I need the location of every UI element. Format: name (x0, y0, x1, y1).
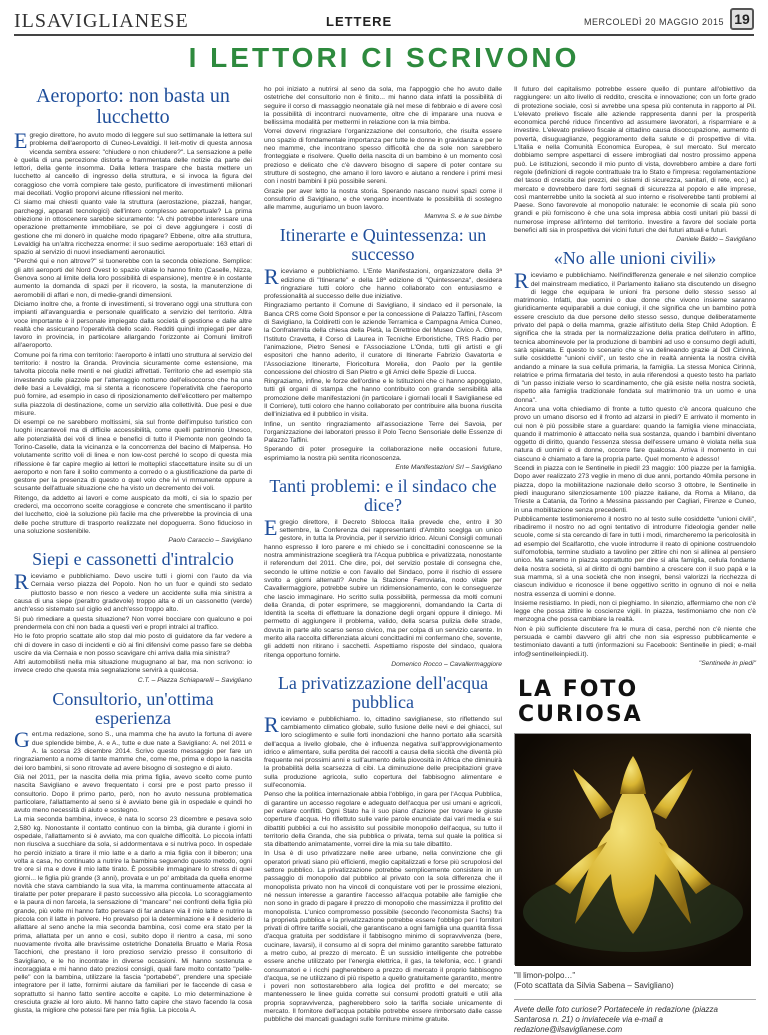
paragraph: Di esempi ce ne sarebbero moltissimi, sia sul fronte dell'impulso turistico con luoghi incantevoli ma di difficile accessibilità, come quelli patrimonio Unesco, alle potenzialità dei voli di linea e benefici di tutto il Piemonte non geolndo fa Torino-Caselle, data la vicinanza e la concorrenza del bacino di Malpensa. Ho volutamente scritto voli di linea e non low-cost perché lo scopo di questa mia riflessione è far capire meglio ai lettori le molteplici sfaccettature insite su di un aeroporto e non fare il solito commento a corredo o a giustificazione da parte di gestore per la presenza di questo o quel volo che ivi vi mmunente oppure a scusante dell'attuale situazione che ha visto un decremento dei voli. (14, 419, 252, 493)
page-number: 19 (730, 8, 754, 30)
paragraph: Scendi in piazza con le Sentinelle in piedi! 23 maggio: 100 piazze per la famiglia. Dopo aver realizzato 273 veglie in meno di due anni, portando 40mila persone in piazza, dopo la mobilitazione nazionale dello scorso 3 ottobre, le Sentinelle in piedi inaugurano silenziosamente 100 piazze italiane, da Roma a Milano, da Trieste a Catania, da Torino a Messina passando per Cagliari, Firenze e Cuneo, in una mobilitazione senza precedenti. (514, 465, 756, 514)
article-consultorio (14, 690, 252, 1016)
article-headline: Itinerarte e Quintessenza: un successo (279, 225, 487, 265)
article-headline: La privatizzazione dell'acqua pubblica (277, 672, 489, 712)
masthead (14, 8, 754, 34)
article-signature: Daniele Baldo – Savigliano (676, 236, 756, 244)
paragraph: Altri automobilisti nella mia situazione mugugnano al bar, ma non scrivono: io invece credo che questa mia segnalazione servirà a qualcosa. (14, 659, 252, 675)
photo-caption (514, 971, 756, 991)
article-body (264, 711, 502, 1025)
paragraph: Riceviamo e pubblichiamo. Io, cittadino saviglianese, sto riflettendo sul cambiamento climatico globale, sullo fusione delle nevi e dei ghiacci, sul loro scioglimento e sulle forti inondazioni che hanno portato alla scarsità dell'acqua a livello globale, che è influenza negativa sull'approvvigionamento idrico e alimentare, sulla perdita dei raccolti a causa della siccità che diventà più frequente nei prossimi anni e sull'aumento della piovosità in Africa che diminuirà la probabilità della scarsezza di cibi. La diminuzione delle precipitazioni grave sulla produzione agricola, sullo copertura del fabbisogno alimentare e sull'economia. (264, 711, 502, 790)
caption-credit: (Foto scattata da Silvia Sabena – Savigliano) (514, 980, 674, 990)
paragraph: La mia seconda bambina, invece, è nata lo scorso 23 dicembre e pesava solo 2,580 kg. Nonostante il contatto continuo con la bimba, già durante i giorni in ospedale, l'allattamento si è avviato, ma con qualche difficoltà. Lo piccola infatti non riusciva a succhiare da sola, si addormentava e si nutriva poco. In ospedale ho perciò iniziato a tirare il mio latte e a darlo a mia figlia con il biberon; una volta a casa, ho continuato a nutrire la bambina seguendo questo metodo, ogni tre ore sì ma e dove il mio latte tirato. È possibile immaginare lo stress di quei giorni... le figlia più grande (3 anni), provata e un po' ambitada da quella enorme novità che stava cambiando la sua vita, la mamma continuamente attaccata al tiralatte per poter preparare il pasto successivo alla piccola. Lo scoraggiamento e la paura di non farcela, la sensazione di "mancare" nei confronti della figlia più grande, più volte mi hanno fatto pensare di far andare via il mio latte e nutrire la piccola con il latte in polvere. Ho prevalso poi la determinazione e il desiderio di allattare al seno anche la mia seconda bambina, così come era stato per la prima, allattata per un anno e così, subito dopo il rientro a casa, mi sono nuovamente rivolta alle bravissime ostetriche Donatella Bruatto e Maria Rosa Tacchioni, che prestano il loro prezioso servizio presso il consultorio di Savigliano, e le ho incontrate in diverse occasioni. Mi hanno sostenuta e incoraggiata e mi hanno dato preziosi consigli, quali fare molto contatto "pelle-pelle" con la bambina, utilizzare la fascia "portabebé", prendere una speciale integratore per il latte, fornirmi aiutare da familiari per le faccende di casa e soprattutto si hanno fatto sentire accolte e capite. Lo mio determinazione è cresciuta grazie al loro aiuto. Mi hanno fatto capire che stavo facendo la cosa giusta, la migliore che potessi fare per mia figlia. La piccola A. (14, 816, 252, 1015)
newspaper-logo: ILSAVIGLIANESE (14, 10, 189, 32)
paragraph: Vorrei dovervi ringraziare l'organizzazione del consultorio, che risulta essere uno spazio di fondamentale importanza per tutte le donne in gravidanza e per le neo mamme, che incontrano spesso difficoltà che da sole non sarebbero fronteggiate e risolvere. Quello della nascita di un bambino è un momento così prezioso e delicato che c'è davvero bisogno di sapere di poter contare su strutture di sostegno, che amano il loro lavoro e aiutano a rendere i primi mesi con i nostri bambini il più possibile sereni. (264, 128, 502, 186)
paragraph: Pubblicamente testimonieremo il nostro no al testo sulle cosiddette "unioni civili", ribadiremo il nostro no ad ogni tentativo di introdurre l'ideologia gender nelle scuole, come si sta cercando di fare in tutti i modi, rimarcheremo la pericolosità in ad esempio del Scalfarotto, che vuole introdurre il reato di opinione costruendolo sull'omofobia, termine studiato a tavolino per zittire chi non si allinea al pensiero unico. Ma saremo in piazza soprattutto per dire sì alla famiglia, cellula fondante della nostra società, sì al diritto di ogni bambino a crescere con il suo papà e la sua mamma, sì a una società che non insegni, bensì valorizzi la ricchezza di ciascun individuo e riconosce il bene oggettivo scritto in ognuno di noi e nella nostra essenza di uomini e donne. (514, 515, 756, 598)
paragraph: Insieme resistiamo. In piedi, non ci pieghiamo. In silenzio, affermiamo che non c'è legge che possa zittire le coscienze vigili. In piazza, testimoniamo che non c'è menzogna che possa cambiare la realtà. (514, 599, 756, 624)
article-tanti-problemi (264, 477, 502, 668)
article-body (264, 86, 502, 212)
photo-submission-note: Avete delle foto curiose? Portatecele in redazione (piazza Santarosa n. 21) o inviatecele via e-mail a redazione@ilsaviglianese.com (514, 1004, 718, 1034)
article-headline: «No alle unioni civili» (553, 248, 717, 269)
paragraph: Diciamo inoltre che, a fronte di investimenti, si troverano oggi una struttura con impianti all'avanguardia e personale qualificato a servizio del territorio. Altra voce importante è il personale impiegato dalla società di gestione e dalle altre realtà che assicurano l'operatività dello scalo. Redditi quindi impiegati per dare lavoro in provincia, in particolare allargando l'orizzonte ai Comuni limitrofi all'aeroporto. (14, 300, 252, 350)
article-body (14, 128, 252, 536)
paragraph: Riceviamo e pubblichiamo. Nell'indifferenza generale e nel silenzio complice del mainstream mediatico, il Parlamento italiano sta discutendo un disegno di legge che equipara le unioni fra persone dello stesso sesso al matrimonio. Infatti, due uomini o due donne che vivono insieme saranno giuridicamente equiparabili a due coniugi, il che significa che un bambino potrà essere cresciuto da due persone dello stesso sesso, dunque deliberatamente privato del papà o della mamma, grazie all'istituto della Step Child Adoption. È significa che la strada per la normalizzazione della pratica dell'utero in affitto, tecnica abominevole per la produzione di bambini ad uso e consumo degli adulti, sarà spianata. E questo lo scenario che si va delineando grazie al Ddl Cirinnà, sulle cosiddette "unioni civili", un testo che in realtà annienta la nostra civiltà andando a minare la sua cellula primaria, la famiglia. La stessa Monica Cirinnà, relatrice e prima firmataria del testo, in aula riferendosi a questo testo ha parlato di "un passo iniziale verso lo scardinamento, che già esiste nella nostra società, rispetto alla famiglia tradizionale fondata sul matrimonio tra un uomo e una donna". (514, 268, 756, 404)
paragraph: Riceviamo e pubblichiamo. L'Ente Manifestazioni, organizzatore della 3ª edizione di "Itinerarte" e della 18ª edizione di "Quintessenza", desidera ringraziare tutti coloro che hanno collaborato con entusiasmo e professionalità al successo delle due iniziative. (264, 264, 502, 301)
lemon-octopus-image (515, 734, 751, 966)
foto-curiosa-title: LA FOTO CURIOSA (518, 676, 643, 727)
article-signature: "Sentinelle in piedi" (698, 659, 756, 667)
paragraph: Il futuro del capitalismo potrebbe essere quello di puntare all'obiettivo da raggiungere: un alto livello di reddito, crescita e innovazione; con un forte grado di protezione sociale, così si avrebbe una spesa più contenuta in rapporto al Pil. L'elevato prelievo fiscale alle aziende rappresenta danni per la prosperità economica perché riduce l'incentivo ad assumere lavoratori, a risparmiare e a investire. L'elevato prelievo fiscale al cittadino causa disoccupazione, aumento di povertà, disuguaglianze, peggioramento della salute e di prospettive di vita. L'Italia e nella Comunità Economica Europea, è sul mercato. Sul mercato dobbiamo sempre aspettarci di essere imbrogliati dal nostro prossimo appena può. Le istituzioni, secondo il mio punto di vista, dovrebbero ambire a dare forti regole (definizioni di regole contrattuale tra lo Stato e l'impresa: regolamentazione del tasso di crescita dei prezzi, dei sistemi di sicurezza, sanitari, di rete, ecc.) al mercato e dovrebbero dare forti segnali di sicurezza al popolo e alle imprese, così manterrebbe unito la società al suo interno e risolverebbe tanti problemi al Paese. Sono favorevole al monopolio naturale: le economie di scala più sono grandi e più forniscono è che una sola impresa abbia costi unitari più bassi di numerose imprese all'interno del territorio. Investire a favore del sociale porta benefici alti sia in prospettiva dei vicini futuri che dei futuri attuali e futuri. (514, 86, 756, 235)
article-body (14, 727, 252, 1015)
paragraph: Ho le foto proprio scattate allo stop dal mio posto di guidatore da far vedere a chi di dovere in caso di incidenti e ciò ai fini difensivi come passo fare se debba uscire da via Cernaia e non posso scavigare chi arriva dalla mia sinistra? (14, 633, 252, 657)
paragraph: Egregio direttore, ho avuto modo di leggere sul suo settimanale la lettera sul problema dell'aeroporto di Cuneo-Levaldigi. Il leit-motiv di questa annosa vicenda sembra essere: "chiudere o non chiudere?". La sensazione a pelle è quella di una percezione distorta e frammentata delle notizie da parte dei lettori, della gente insomma. Dalla lettera traspare che basta mettere un lucchetto al cancello di ingresso della struttura, e si invoca la figura del coraggioso che vorrà compiere tale gesto, purificatore di investimenti milionari mai decollati. Voglio proporvi alcune riflessioni nel merito. (14, 128, 252, 198)
paragraph: Ritengo, da addetto ai lavori e come auspicato da molti, ci sia lo spazio per crederci, ma occorrono scelte coraggiose e concrete che smentiscano il partito del lucchetto, cioè la soluzione più facile ma che priverebbe la provincia di una delle poche strutture di trasporto realizzate nel dopoguerra. Sono fiducioso in una soluzione sostenibile. (14, 494, 252, 535)
article-signature: Domenico Rocco – Cavallermaggiore (391, 660, 502, 668)
paragraph: Infine, un sentito ringraziamento all'associazione Terre dei Savoia, per l'organizzazione dei laboratori presso il Polo Tecno Sensoriale delle Essenze di Palazzo Taffini. (264, 420, 502, 445)
section-name: LETTERE (326, 14, 393, 29)
article-unioni-civili (514, 249, 756, 667)
article-aeroporto (14, 86, 252, 544)
article-signature: C.T. – Piazza Schiaparelli – Savigliano (137, 676, 252, 684)
paragraph: In Usa è di uso privatizzare nelle aree urbane, nella convinzione che gli operatori privati siano più efficienti, meglio capitalizzati e forse più scrupolosi del settore pubblico. La privatizzazione potrebbe semplicemente consistere in un passaggio di monopolio dal pubblico al privato con la sola differenza che il monopolista privato non ha vincoli di conquistare voti per le prossime elezioni, né nessun interesse a garantire l'accesso all'acqua potabile alle famiglie che non sono in grado di pagare il prezzo di monopolio che massimizza il profitto del monopolista. L'unico compromesso possibile (secondo l'economista Sachs) fra la proprietà pubblica e la privatizzazione potrebbe essere l'obbligo per i fornitori privati di offrire tariffe sociali, che garantiscano a ogni famiglia una quantità fissa d'acqua gratuita per soddisfare il fabbisogno minimo di sopravvivenza (bere, cucinare, lavarsi), il consumo al di sopra del minimo garantito sarebbe fatturato a metro cubo, al prezzo di mercato. È un sussidio intelligente che potrebbe essere anche utilizzato per l'energia elettrica, il gas, la telefonia, ecc. I grandi consumatori e i ricchi pagherebbero a prezzo di mercato il proprio fabbisogno d'acqua, se ne utilizzano di più rispetto a quello gratuitamente garantito, mentre i poveri non sottostarebbero alla logica del profitto e del mercato; se mantenessero le linee guida corrette sui consumi prodotti gratuiti e utili alla propria sopravvivenza, pagherebbero solo la tariffa sociale unicamente di mercato. Il fornitore dell'acqua potabile potrebbe essere rimborsato dalle casse pubbliche dei mancati guadagni sulle forniture minime gratuite. (264, 850, 502, 1024)
paragraph: Grazie per aver letto la nostra storia. Sperando nascano nuovi spazi come il consultorio di Savigliano, e che vengano incentivate le possibilità di sostegno alle mamme, auguriamo un buon lavoro. (264, 187, 502, 212)
paragraph: Ringraziamo, infine, le forze dell'ordine e le Istituzioni che ci hanno appoggiato, tutti gli organi di stampa che hanno contribuito con grande sensibilità alla promozione delle manifestazioni (in particolare i giornali locali Il Saviglianese ed Il Corriere), tutti coloro che hanno collaborato per contribuire alla buona riuscita dell'iniziativa ed il pubblico in visita. (264, 378, 502, 419)
paragraph: Comune poi fa rima con territorio: l'aeroporto è infatti uno struttura al servizio del territorio: il nostro la Granda. Provincia sicuramente come estensione, ma talvolta piccola nelle menti e nei giudizi affrettati. Territorio che ad esempio sta investendo sulle piazzole per l'atterraggio notturno dell'elisoccorso che ha una delle basi a Levaldigi, ma si stenta a riconoscere l'operatività che l'aeroporto può fornire, ad esempio in caso di riposizionamento dell'elicottero per maltempo sulla piazzola di destinazione, come un servizio alla collettività. Due pesi e due misure. (14, 351, 252, 417)
article-siepi (14, 550, 252, 683)
article-headline: Tanti problemi: e il sindaco che dice? (269, 476, 497, 515)
paragraph: Già nel 2011, per la nascita della mia prima figlia, avevo scelto come punto nascita Savigliano e avevo frequentato i corsi pre e post parto presso il consultorio. Dopo il primo parto, però, non ho avuto nessuna problematica particolare, l'allattamento al seno si è avviato bene già in ospedale e quindi ho avuto meno necessità di aiuto e sostegno. (14, 773, 252, 815)
article-signature: Paolo Caraccio – Savigliano (168, 537, 252, 545)
article-body (14, 569, 252, 676)
paragraph: ho poi iniziato a nutrirsi al seno da sola, ma l'appoggio che ho avuto dalle ostetriche del consultorio non è finito... mi hanno data infatti la possibilità di seguire il corso di massaggio neonatale già nel mese di febbraio e di avere così la possibilità di incontrarci nuovamente, oltre che di imparare una nuova e bellissima modalità per mettermi in relazione con la mia bimba. (264, 86, 502, 127)
article-privatizzazione (264, 674, 502, 1025)
article-signature: Ente Manifestazioni Srl – Savigliano (395, 464, 502, 472)
article-body (264, 264, 502, 463)
column-2 (264, 86, 502, 1031)
article-headline: Siepi e cassonetti d'intralcio (32, 549, 234, 570)
paragraph: Non è più sufficiente discutere fra le mura di casa, perché non c'è niente che persuada e cambi davvero gli altri che non sia espresso pubblicamente e testimoniato davanti a tutti (informazioni su Facebook: Sentinelle in piedi; e-mail info@sentinelleinpiedi.it). (514, 625, 756, 658)
caption-title: "Il limon-polpo…" (514, 970, 576, 980)
article-body (264, 514, 502, 660)
article-signature: Mamma S. e le sue bimbe (424, 213, 502, 221)
paragraph: Gent.ma redazione, sono S., una mamma che ha avuto la fortuna di avere due splendide bimbe, A. e A., tutte e due nate a Savigliano: A. nel 2011 e A. la scorsa 23 dicembre 2014. Scrivo questo messaggio per fare un ringraziamento a nome di tante mamme che, come me, prima e dopo la nascita dei loro bambini, si sono ritrovate ad avere bisogno di sostegno e di aiuto. (14, 727, 252, 772)
paragraph: Si può rimediare a questa situazione? Non vorrei bocciare con qualcuno e poi prendermela con chi non bada a questi veri e propri intralci al traffico. (14, 615, 252, 631)
paragraph: Ci siamo mai chiesti quanto vale la struttura (aerostazione, piazzali, hangar, parcheggi, apparati tecnologici) dell'intero complesso aeroportuale? La prima obiezione in ottoscenere sarebbe sicuramente: "A chi potrebbe interessare una operazione prettamente immobiliare, se poi ci deve aggiungere i costi di gestione che mi donerò in qualche modo ripagare? Ebbene, oltre alla struttura, Levaldigi ha un'altra ricchezza enorme: il suo sedime aeroportuale: 163 ettari di spazio al servizio di nuovi insediamenti aeronautici. (14, 199, 252, 257)
paragraph: Sperando di poter proseguire la collaborazione nelle occasioni future, esprimiamo la nostra più sentita riconoscenza. (264, 446, 502, 462)
column-3 (514, 86, 756, 1035)
section-banner: I LETTORI CI SCRIVONO (188, 42, 580, 73)
divider (514, 999, 756, 1000)
article-headline: Consultorio, un'ottima esperienza (52, 688, 214, 728)
paragraph: Penso che la politica internazionale abbia l'obbligo, in gara per l'Acqua Pubblica, di garantire un accesso regolare e adeguato dell'acqua per usi umani e agricoli, per evitare conflitti. Ogni Stato ha il suo piano d'azione per trovare le giuste coperture d'acqua. Ho riflettuto sulle varie parole enunciate dai vari media e sui dibattiti pubblici a cui ho assistito sul possibile monopolio dell'acqua, su tutto il territorio della Granda, che sia pubblica o privata, tema sul quale la politica si sta dibattendo animatamente, vorrei dire la mia su tale dibattito. (264, 791, 502, 849)
article-consultorio-continued (264, 86, 502, 220)
masthead-rule (14, 34, 754, 36)
paragraph: "Perché qui e non altrove?" si tuonerebbe con la seconda obiezione. Semplice: gli altri aeroporti del Nord Ovest lo spazio vitale lo hanno finito (Caselle, Nizza, Genova sono al limite della loro possibilità di espansione), mentre è in costante aumento la domanda di spazi per il ricovero, la sosta, la manutenzione di aeromobili di affari e non, di medie-grandi dimensioni. (14, 258, 252, 299)
article-headline: Aeroporto: non basta un lucchetto (36, 85, 230, 128)
paragraph: Ringraziamo pertanto il Comune di Savigliano, il sindaco ed il personale, la Banca CRS come Gold Sponsor e per la concessione di Palazzo Taffini, l'Ascom di Savigliano, la Coldiretti con le aziende Terramica e Campagna Amica Cuneo, la Confraternita della chiesa della Pietà, la Direttrice del Museo Civico A. Olmo, l'Istituto Cravetta, il Corso di Laurea in Tecniche Erboristiche, TRS Radio per l'animazione, Pietro Senesi e l'Associazione L'Onda, tutti gli artisti e gli espositori che hanno aderito, il curatore di Itinerarte Fabrizio Gavatorta e l'Associazione Itinerarte, Floricoltura Morelia, don Paolo per la gentile concessione del chiostro di San Pietro e gli Amici delle Spezie di Lucca. (264, 302, 502, 376)
paragraph: Ancora una volta chiediamo di fronte a tutto questo c'è ancora qualcuno che provo un umano disorso ed il fronto ad alzarsi in piedi? E arrivato il momento in cui non è più possibile stare a guardare: quando la famiglia viene minacciata, quando il matrimonio è attaccato nella sua sostanza, quando i bambini diventano oggetto di diritto, quando l'essenza stessa dell'essere umano è violata nella sua natura di uomini e di donne, occorre fare qualcosa. Arriva il momento in cui ciascuno è chiamato a fare la propria parte. Quel momento è adesso! (514, 405, 756, 463)
paragraph: Egregio direttore, il Decreto Sblocca Italia prevede che, entro il 30 settembre, la Conferenza dei rappresentanti d'Ambito sceglga un unico gestore, in tutta la Provincia, per il servizio idrico. Alcuni Consigli comunali hanno espresso il loro parere e mi chiedo se i concittadini conoscenne se la nostra amministrazione sceglierà tra l'Acqua pubblica e privatizzata, nonostante il referendum del 2011. Che dire, poi, del servizio postale di consegna che, secondo le ultime notizie e con l'avallo del Sindaco, porre il rischio di essere svolto a giorni alternati? Anche la Stazione Ferroviaria, nodo vitale per Cavallermaggiore, potrebbe subire un ridimensionamento, con le conseguenze che lascio immaginare. Ho scritto sulla possibilità, permessa da molti comuni della Granda, di poter esprimere, se maggiorenni, domandando la Carta di Identità la scelta di effettuare la donazione degli organi oppure il diniego. Mi permetto di aggiungere il problema, valido, della scarsa pulizia delle strade, dovuta in parte allo scarso senso civico, ma per colpa di un servizio carente. In merito alla raccolta differenziata alcuni concittadini mi confermano che, sovente, gli addetti non ritirano i sacchetti. Aspettiamo risposte del sindaco, qualora ritenga opportuno fornirle. (264, 514, 502, 659)
article-itinerarte (264, 226, 502, 471)
article-privatizzazione-continued (514, 86, 756, 243)
publication-date: MERCOLEDÌ 20 MAGGIO 2015 (583, 17, 724, 27)
article-body (514, 86, 756, 235)
article-body (514, 268, 756, 659)
column-1 (14, 86, 252, 1022)
curious-photo (514, 733, 750, 965)
paragraph: Riceviamo e pubblichiamo. Devo uscire tutti i giorni con l'auto da via Cernaia verso piazza del Popolo. Non ho un fuor e quindi sto sedato piuttosto basso e non riesco a vedere un accidente sulla mia sinistra a causa di una siepe (peraltro gradevole) troppo alta e di un cassonetto (verde) anch'esso sistemato sul ciglio ed anch'esso troppo alto. (14, 569, 252, 614)
